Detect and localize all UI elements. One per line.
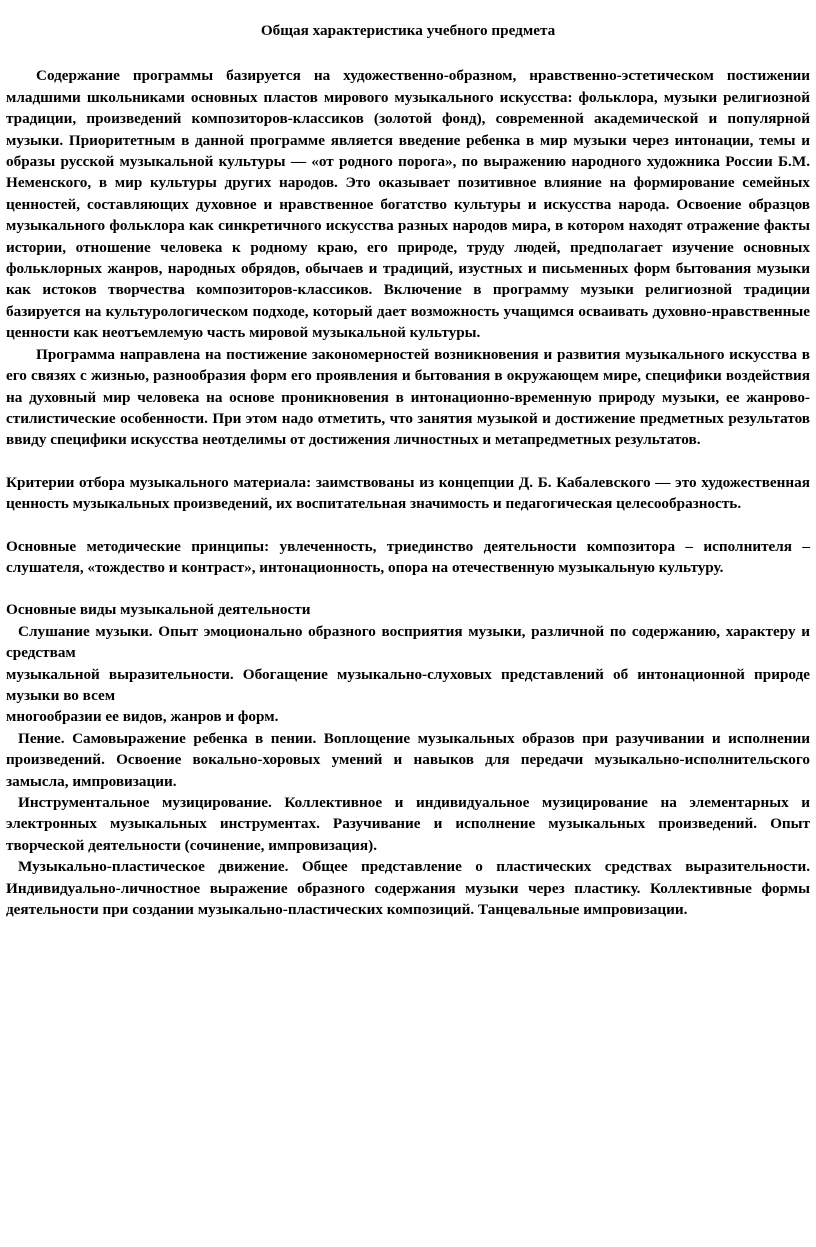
paragraph-program-direction: Программа направлена на постижение закономерностей возникновения и развития музыкального искусства в его связях с жизнью, разнообразия форм его проявления и бытования в окружающем мире, специфики воздействия на духовный мир человека на основе проникновения в интонационно-временную природу музыки, ее жанрово-стилистические особенности. При этом надо отметить, что занятия музыкой и достижение предметных результатов ввиду специфики искусства неотделимы от достижения личностных и метапредметных результатов. (6, 345, 810, 449)
paragraph-selection-criteria: Критерии отбора музыкального материала: заимствованы из концепции Д. Б. Кабалевского — это художественная ценность музыкальных произведений, их воспитательная значимость и педагогическая целесообразность. (6, 473, 810, 513)
spacer (6, 515, 810, 536)
paragraph-movement: Музыкально-пластическое движение. Общее представление о пластических средствах выразительности. Индивидуально-личностное выражение образного содержания музыки через пластику. Коллективные формы деятельности при создании музыкально-пластических композиций. Танцевальные импровизации. (6, 858, 810, 919)
paragraph-listening-part2: музыкальной выразительности. Обогащение музыкально-слуховых представлений об интонационной природе музыки во всем (6, 665, 810, 704)
spacer (6, 578, 810, 599)
paragraph-listening-part3: многообразии ее видов, жанров и форм. (6, 708, 279, 726)
section-heading-activities: Основные виды музыкальной деятельности (6, 601, 311, 619)
spacer (6, 451, 810, 472)
page-title: Общая характеристика учебного предмета (260, 22, 556, 39)
paragraph-singing: Пение. Самовыражение ребенка в пении. Воплощение музыкальных образов при разучивании и исполнении произведений. Освоение вокально-хоровых умений и навыков для передачи музыкально-исполнительского замысла, импровизации. (6, 729, 810, 790)
paragraph-listening-part1: Слушание музыки. Опыт эмоционально образного восприятия музыки, различной по содержанию, характеру и средствам (6, 622, 810, 662)
paragraph-instrumental: Инструментальное музицирование. Коллективное и индивидуальное музицирование на элементарных и электронных музыкальных инструментах. Разучивание и исполнение музыкальных произведений. Опыт творческой деятельности (сочинение, импровизация). (6, 794, 810, 854)
paragraph-methodical-principles: Основные методические принципы: увлеченность, триединство деятельности композитора – исполнителя – слушателя, «тождество и контраст», интонационность, опора на отечественную музыкальную культуру. (6, 537, 810, 576)
paragraph-content-basis: Содержание программы базируется на художественно-образном, нравственно-эстетическом постижении младшими школьниками основных пластов мирового музыкального искусства: фольклора, музыки религиозной традиции, произведений композиторов-классиков (золотой фонд), современной академической и популярной музыки. Приоритетным в данной программе является введение ребенка в мир музыки через интонации, темы и образы русской музыкальной культуры — «от родного порога», по выражению народного художника России Б.М. Неменского, в мир культуры других народов. Это оказывает позитивное влияние на формирование семейных ценностей, составляющих духовное и нравственное богатство культуры и искусства народа. Освоение образцов музыкального фольклора как синкретичного искусства разных народов мира, в котором находят отражение факты истории, отношение человека к родному краю, его природе, труду людей, предполагает изучение основных фольклорных жанров, народных обрядов, обычаев и традиций, изустных и письменных форм бытования музыки как истоков творчества композиторов-классиков. Включение в программу музыки религиозной традиции базируется на культурологическом подходе, который дает возможность учащимся осваивать духовно-нравственные ценности как неотъемлемую часть мировой музыкальной культуры. (6, 67, 810, 342)
